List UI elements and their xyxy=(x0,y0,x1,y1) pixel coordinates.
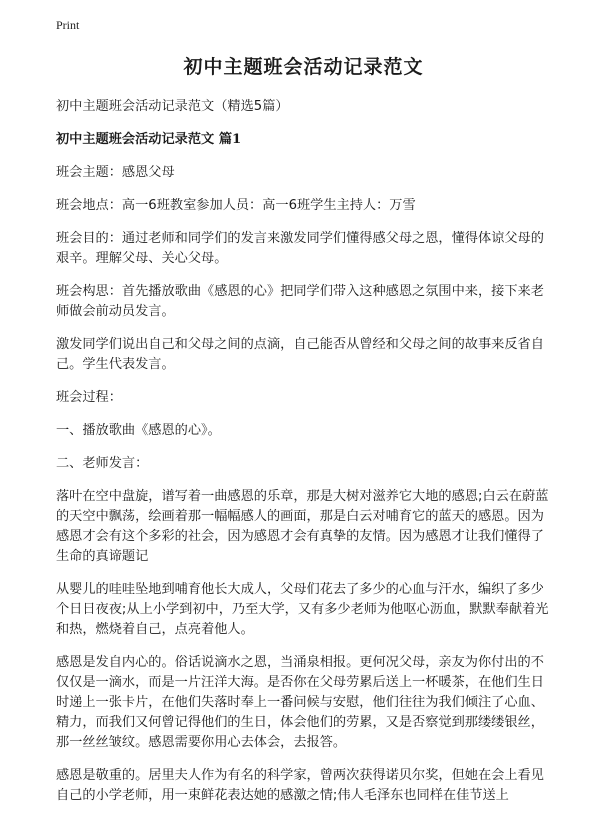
speech-paragraph-2: 从婴儿的哇哇坠地到哺育他长大成人，父母们花去了多少的心血与汗水，编织了多少个日日夜夜;从上小学到初中，乃至大学，又有多少老师为他呕心沥血，默默奉献着光和热，燃烧着自己，点亮着他人。 xyxy=(56,582,549,637)
section-heading: 初中主题班会活动记录范文 篇1 xyxy=(56,132,242,147)
document-page xyxy=(56,44,551,819)
meeting-location: 班会地点：高一6班教室参加人员：高一6班学生主持人：万雪 xyxy=(56,198,416,213)
step-two: 二、老师发言： xyxy=(56,456,149,471)
step-one: 一、播放歌曲《感恩的心》。 xyxy=(56,423,221,438)
meeting-process: 班会过程： xyxy=(56,390,122,405)
meeting-theme: 班会主题：感恩父母 xyxy=(56,165,175,180)
meeting-concept: 班会构思：首先播放歌曲《感恩的心》把同学们带入这种感恩之氛围中来，接下来老师做会前动员发言。 xyxy=(56,284,544,319)
meeting-purpose: 班会目的：通过老师和同学们的发言来激发同学们懂得感父母之恩，懂得体谅父母的艰辛。理解父母、关心父母。 xyxy=(56,231,544,266)
student-speech: 激发同学们说出自己和父母之间的点滴，自己能否从曾经和父母之间的故事来反省自己。学生代表发言。 xyxy=(56,337,544,372)
speech-paragraph-3: 感恩是发自内心的。俗话说滴水之恩，当涌泉相报。更何况父母，亲友为你付出的不仅仅是一滴水，而是一片汪洋大海。是否你在父母劳累后送上一杯暖茶，在他们生日时递上一张卡片，在他们失落时奉上一番问候与安慰，他们往往为我们倾注了心血、精力，而我们又何曾记得他们的生日，体会他们的劳累，又是否察觉到那缕缕银丝，那一丝丝皱纹。感恩需要你用心去体会，去报答。 xyxy=(56,655,544,750)
document-title: 初中主题班会活动记录范文 xyxy=(183,56,424,78)
print-label[interactable]: Print xyxy=(56,18,80,32)
speech-paragraph-4: 感恩是敬重的。居里夫人作为有名的科学家，曾两次获得诺贝尔奖，但她在会上看见自己的小学老师，用一束鲜花表达她的感激之情;伟人毛泽东也同样在佳节送上 xyxy=(56,768,544,803)
subtitle: 初中主题班会活动记录范文（精选5篇） xyxy=(56,99,289,114)
speech-paragraph-1: 落叶在空中盘旋，谱写着一曲感恩的乐章，那是大树对滋养它大地的感恩;白云在蔚蓝的天空中飘荡，绘画着那一幅幅感人的画面，那是白云对哺育它的蓝天的感恩。因为感恩才会有这个多彩的社会，因为感恩才会有真挚的友情。因为感恩才让我们懂得了生命的真谛题记 xyxy=(56,489,549,564)
document-body xyxy=(56,97,551,806)
